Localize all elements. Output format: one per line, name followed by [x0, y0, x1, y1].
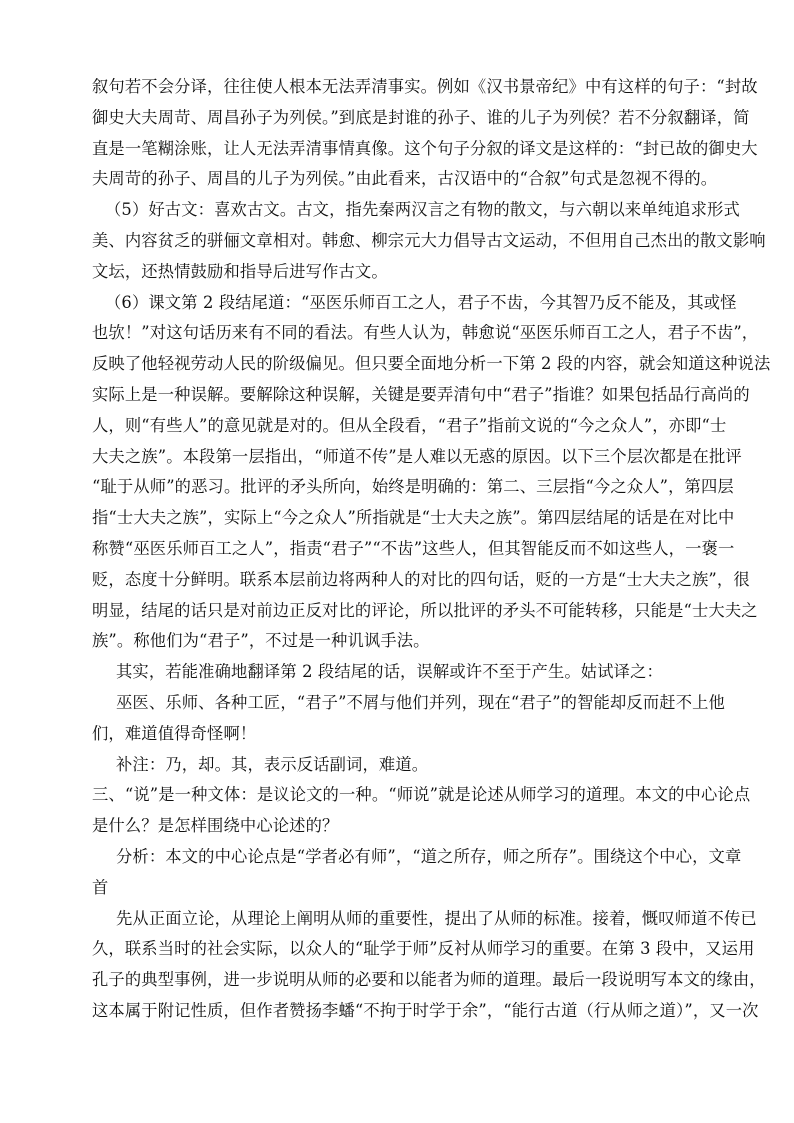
text-line: 补注：乃，却。其，表示反话副词，难道。: [116, 754, 429, 774]
text-line: 久，联系当时的社会实际，以众人的“耻学于师”反衬从师学习的重要。在第 3 段中，又运用: [92, 939, 755, 959]
text-line: 们，难道值得奇怪啊！: [92, 723, 257, 743]
text-line: 三、“说”是一种文体：是议论文的一种。“师说”就是论述从师学习的道理。本文的中心论点: [92, 785, 751, 805]
text-line: 实际上是一种误解。要解除这种误解，关键是要弄清句中“君子”指谁？如果包括品行高尚的: [92, 384, 750, 404]
text-line: 御史大夫周苛、周昌孙子为列侯。”到底是封谁的孙子、谁的儿子为列侯？若不分叙翻译，简: [92, 107, 750, 127]
text-line: 孔子的典型事例，进一步说明从师的必要和以能者为师的道理。最后一段说明写本文的缘由，: [92, 970, 766, 990]
text-line: 先从正面立论，从理论上阐明从师的重要性，提出了从师的标准。接着，慨叹师道不传已: [116, 908, 757, 928]
text-line: 反映了他轻视劳动人民的阶级偏见。但只要全面地分析一下第 2 段的内容，就会知道这种说法: [92, 354, 771, 374]
text-line: 直是一笔糊涂账，让人无法弄清事情真像。这个句子分叙的译文是这样的：“封已故的御史大: [92, 138, 758, 158]
text-line: 族”。称他们为“君子”，不过是一种讥讽手法。: [92, 631, 430, 651]
text-line: 明显，结尾的话只是对前边正反对比的评论，所以批评的矛头不可能转移，只能是“士大夫之: [92, 600, 758, 620]
text-line: 人，则“有些人”的意见就是对的。但从全段看，“君子”指前文说的“今之众人”，亦即“士: [92, 415, 727, 435]
text-line: 也欤！”对这句话历来有不同的看法。有些人认为，韩愈说“巫医乐师百工之人，君子不齿”，: [92, 323, 759, 343]
text-line: 叙句若不会分译，往往使人根本无法弄清事实。例如《汉书景帝纪》中有这样的句子：“封故: [92, 77, 758, 96]
text-line: （6）课文第 2 段结尾道：“巫医乐师百工之人，君子不齿，今其智乃反不能及，其或怪: [105, 292, 737, 312]
text-line: “耻于从师”的恶习。批评的矛头所向，始终是明确的：第二、三层指“今之众人”，第四层: [92, 477, 734, 497]
text-line: 文坛，还热情鼓励和指导后进写作古文。: [92, 261, 388, 281]
text-line: 分析：本文的中心论点是“学者必有师”，“道之所存，师之所存”。围绕这个中心，文章: [116, 846, 742, 866]
document-body: [92, 72, 771, 1027]
text-line: （5）好古文：喜欢古文。古文，指先秦两汉言之有物的散文，与六朝以来单纯追求形式: [105, 200, 740, 220]
text-line: 巫医、乐师、各种工匠，“君子”不屑与他们并列，现在“君子”的智能却反而赶不上他: [116, 692, 725, 712]
text-line: 美、内容贫乏的骈俪文章相对。韩愈、柳宗元大力倡导古文运动，不但用自己杰出的散文影响: [92, 230, 766, 250]
text-line: 贬，态度十分鲜明。联系本层前边将两种人的对比的四句话，贬的一方是“士大夫之族”，很: [92, 569, 750, 589]
text-line: 首: [92, 877, 109, 897]
text-line: 其实，若能准确地翻译第 2 段结尾的话，误解或许不至于产生。姑试译之：: [116, 662, 663, 682]
text-line: 这本属于附记性质，但作者赞扬李蟠“不拘于时学于余”，“能行古道（行从师之道）”，又一次: [92, 1000, 759, 1020]
text-line: 称赞“巫医乐师百工之人”，指责“君子”“不齿”这些人，但其智能反而不如这些人，一褒一: [92, 538, 735, 558]
text-line: 大夫之族”。本段第一层指出，“师道不传”是人难以无惑的原因。以下三个层次都是在批评: [92, 446, 742, 466]
text-line: 指“士大夫之族”，实际上“今之众人”所指就是“士大夫之族”。第四层结尾的话是在对比中: [92, 508, 735, 528]
text-line: 夫周苛的孙子、周昌的儿子为列侯。”由此看来，古汉语中的“合叙”句式是忽视不得的。: [92, 169, 718, 189]
text-line: 是什么？是怎样围绕中心论述的？: [92, 816, 339, 836]
